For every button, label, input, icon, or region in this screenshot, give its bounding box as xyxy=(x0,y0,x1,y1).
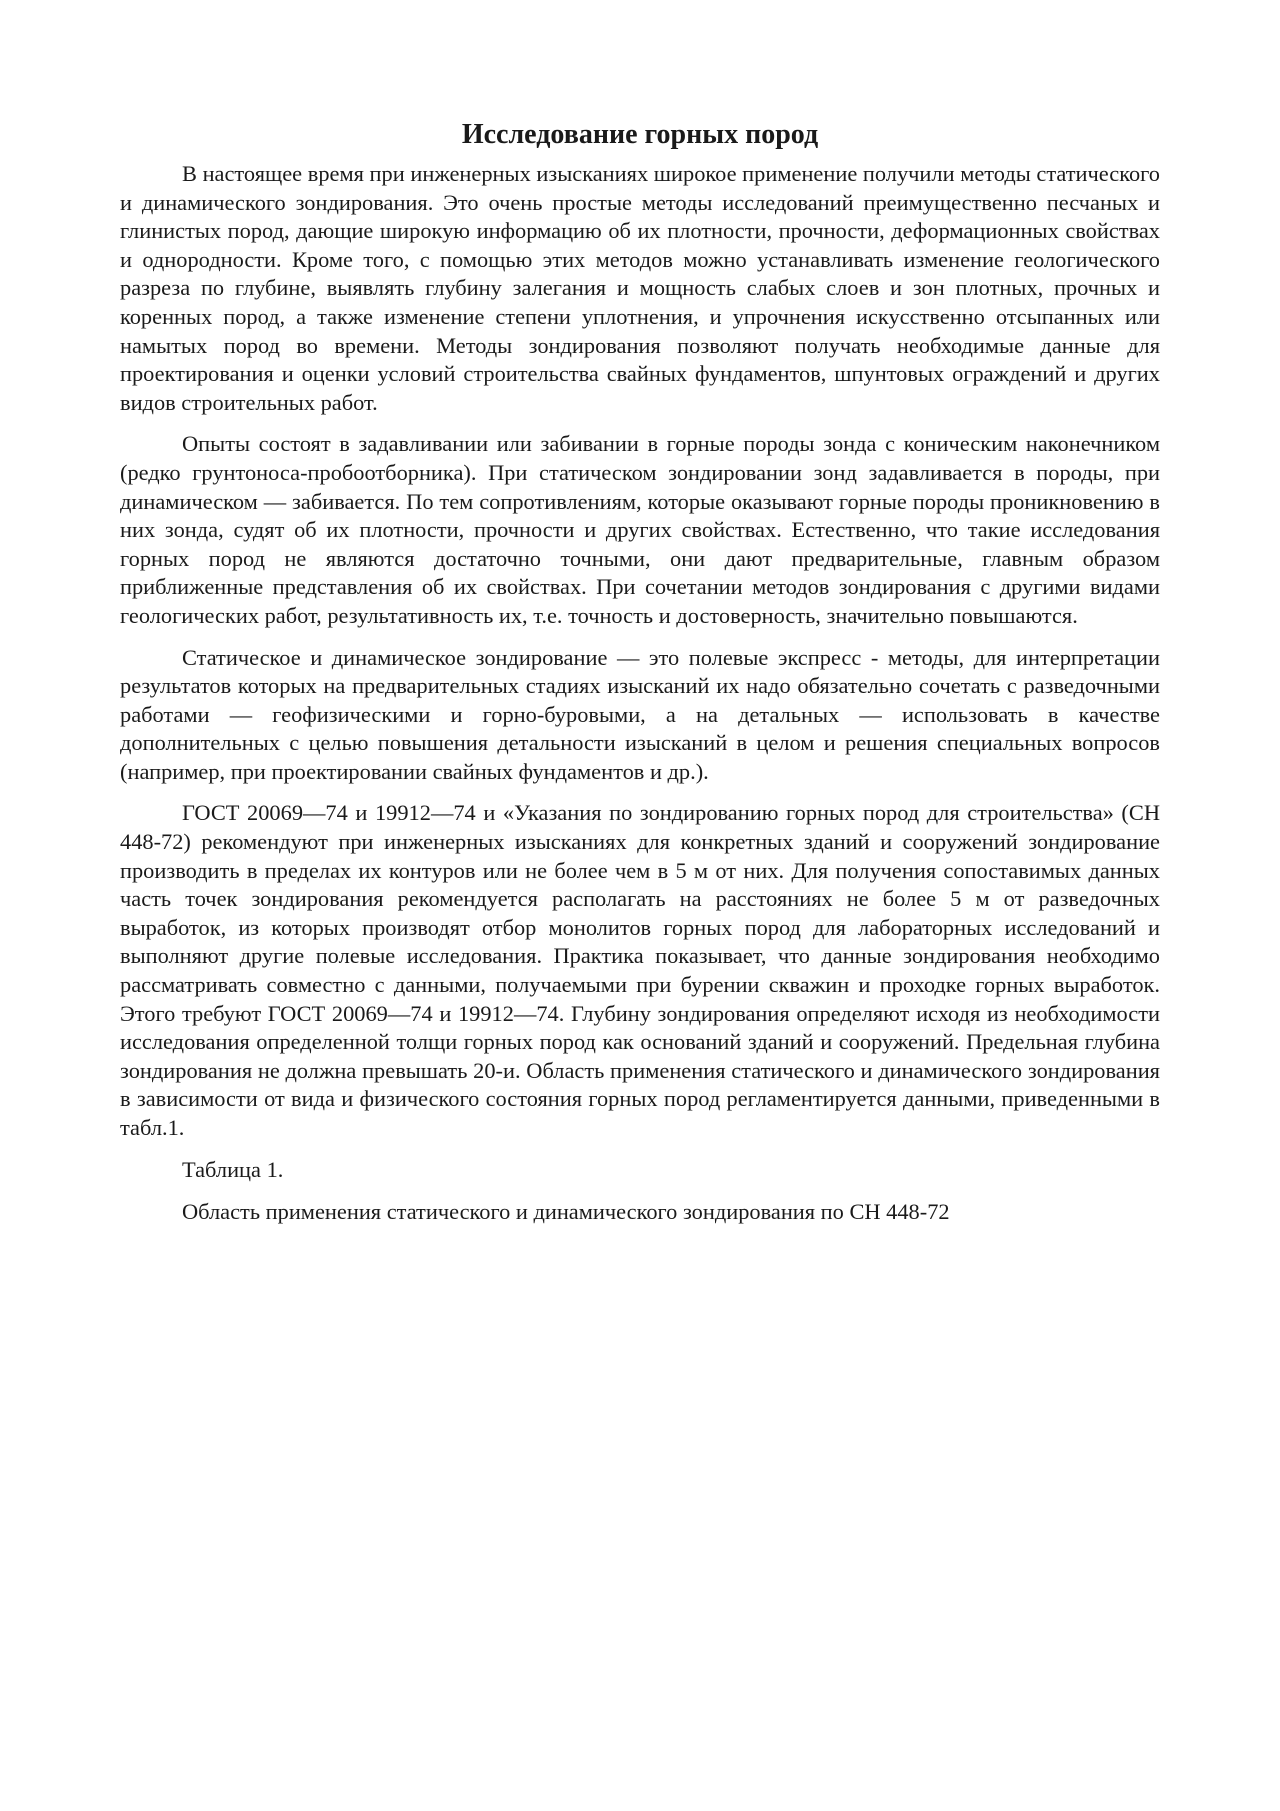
paragraph-2: Опыты состоят в задавливании или забивании в горные породы зонда с коническим наконечником (редко грунтоноса-пробоотборника). При статическом зондировании зонд задавливается в породы, при динамическом — забивается. По тем сопротивлениям, которые оказывают горные породы проникновению в них зонда, судят об их плотности, прочности и других свойствах. Естественно, что такие исследования горных пород не являются достаточно точными, они дают предварительные, главным образом приближенные представления об их свойствах. При сочетании методов зондирования с другими видами геологических работ, результативность их, т.е. точность и достоверность, значительно повышаются. xyxy=(120,431,1160,628)
page-title: Исследование горных пород xyxy=(461,119,819,150)
paragraph-3: Статическое и динамическое зондирование — это полевые экспресс - методы, для интерпретации результатов которых на предварительных стадиях изысканий их надо обязательно сочетать с разведочными работами — геофизическими и горно-буровыми, а на детальных — использовать в качестве дополнительных с целью повышения детальности изысканий в целом и решения специальных вопросов (например, при проектировании свайных фундаментов и др.). xyxy=(120,644,1160,784)
document-body xyxy=(120,118,1160,1241)
table-label: Таблица 1. xyxy=(182,1156,284,1182)
paragraph-1: В настоящее время при инженерных изысканиях широкое применение получили методы статического и динамического зондирования. Это очень простые методы исследований преимущественно песчаных и глинистых пород, дающие широкую информацию об их плотности, прочности, деформационных свойствах и однородности. Кроме того, с помощью этих методов можно устанавливать изменение геологического разреза по глубине, выявлять глубину залегания и мощность слабых слоев и зон плотных, прочных и коренных пород, а также изменение степени уплотнения, и упрочнения искусственно отсыпанных или намытых пород во времени. Методы зондирования позволяют получать необходимые данные для проектирования и оценки условий строительства свайных фундаментов, шпунтовых ограждений и других видов строительных работ. xyxy=(120,161,1160,415)
table-caption: Область применения статического и динамического зондирования по СН 448-72 xyxy=(182,1199,950,1225)
paragraph-4: ГОСТ 20069—74 и 19912—74 и «Указания по зондированию горных пород для строительства» (СН 448-72) рекомендуют при инженерных изысканиях для конкретных зданий и сооружений зондирование производить в пределах их контуров или не более чем в 5 м от них. Для получения сопоставимых данных часть точек зондирования рекомендуется располагать на расстояниях не более 5 м от разведочных выработок, из которых производят отбор монолитов горных пород для лабораторных исследований и выполняют другие полевые исследования. Практика показывает, что данные зондирования необходимо рассматривать совместно с данными, получаемыми при бурении скважин и проходке горных выработок. Этого требуют ГОСТ 20069—74 и 19912—74. Глубину зондирования определяют исходя из необходимости исследования определенной толщи горных пород как оснований зданий и сооружений. Предельная глубина зондирования не должна превышать 20-и. Область применения статического и динамического зондирования в зависимости от вида и физического состояния горных пород регламентируется данными, приведенными в табл.1. xyxy=(120,800,1160,1140)
